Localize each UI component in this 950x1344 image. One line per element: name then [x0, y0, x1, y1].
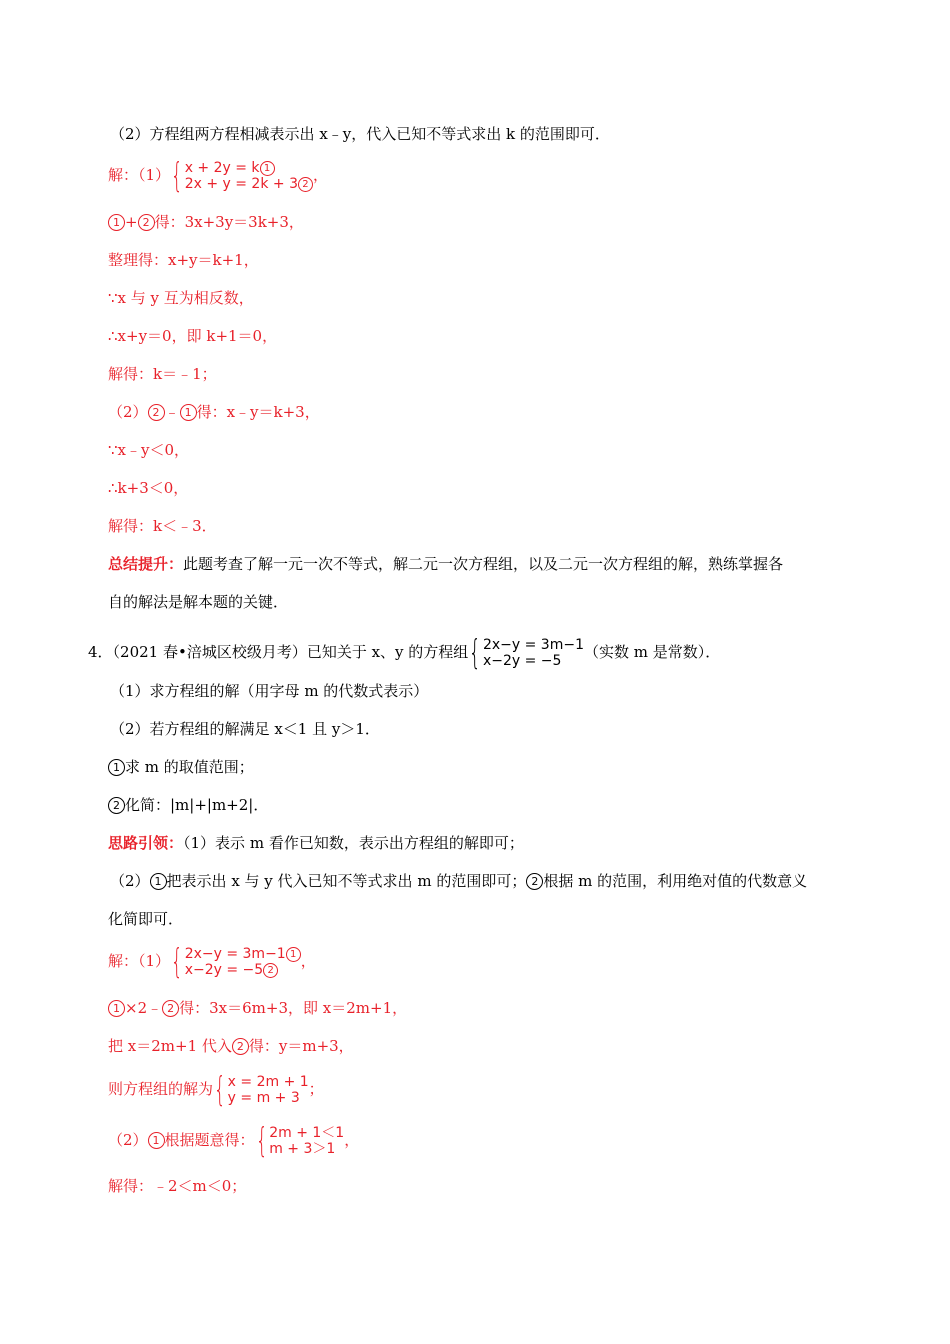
question-4-part-2a: 1 求 m 的取值范围；	[108, 757, 254, 777]
brace-icon: {	[170, 942, 183, 982]
circled-number: 1	[260, 161, 275, 176]
equation-system	[468, 633, 584, 673]
equation-2: x−2y = −5	[184, 962, 264, 978]
idea-guide-2: （2） 1 把表示出 x 与 y 代入已知不等式求出 m 的范围即可； 2 根据 m 的范围，利用绝对值的代数意义	[110, 872, 808, 890]
equation-1: x = 2m + 1	[227, 1074, 309, 1090]
circled-number: 1	[108, 214, 125, 231]
solution-step: ∴k+3＜0，	[108, 479, 189, 497]
circled-number: 2	[232, 1038, 249, 1055]
solution-label: 解：（1）	[108, 166, 171, 184]
circled-number: 1	[150, 873, 167, 890]
solution-step-subtract: （2） 2 ﹣ 1 得：x﹣y＝k+3，	[108, 403, 320, 421]
circled-number: 1	[180, 404, 197, 421]
circled-number: 2	[138, 214, 155, 231]
question-4-part-1: （1）求方程组的解（用字母 m 的代数式表示）	[110, 682, 429, 700]
question-4: 4．（2021 春•涪城区校级月考）已知关于 x、y 的方程组 { 2x−y = 3m−1 x−2y = −5 （实数 m 是常数）．	[88, 633, 721, 673]
solution-4-step: 把 x＝2m+1 代入 2 得：y＝m+3，	[108, 1037, 354, 1055]
brace-icon: {	[469, 633, 482, 673]
circled-number: 1	[286, 947, 301, 962]
equation-system	[170, 156, 313, 196]
brace-icon: {	[170, 156, 183, 196]
equation-system	[170, 942, 301, 982]
solution-4-part-2: （2） 1 根据题意得： { 2m + 1＜1 m + 3＞1 ，	[108, 1121, 360, 1161]
inequality-system	[255, 1121, 345, 1161]
question-4-part-2b: 2 化简：|m|+|m+2|．	[108, 795, 268, 815]
summary-continued: 自的解法是解本题的关键．	[108, 593, 289, 611]
solution-4-result: 则方程组的解为 { x = 2m + 1 y = m + 3 ；	[108, 1070, 324, 1110]
brace-icon: {	[255, 1121, 268, 1161]
solution-step: ∵x 与 y 互为相反数，	[108, 289, 254, 307]
idea-guide-2-continued: 化简即可．	[108, 910, 184, 928]
summary-label: 总结提升：	[108, 555, 184, 573]
solution-step-add: 1 + 2 得：3x+3y＝3k+3，	[108, 212, 304, 232]
equation-system	[213, 1070, 309, 1110]
circled-number: 2	[162, 1000, 179, 1017]
inequality-2: m + 3＞1	[269, 1141, 336, 1157]
equation-1: 2x−y = 3m−1	[184, 946, 286, 962]
solution-step: ∵x﹣y＜0，	[108, 441, 190, 459]
circled-number: 2	[148, 404, 165, 421]
solution-step: 解得：k＜﹣3．	[108, 517, 217, 535]
solution-4-system: 解：（1） { 2x−y = 3m−1 1 x−2y = −5 2 ，	[108, 942, 316, 982]
solution-4-step: 1 ×2﹣ 2 得：3x＝6m+3，即 x＝2m+1，	[108, 998, 407, 1018]
solution-step: 整理得：x+y＝k+1，	[108, 251, 259, 269]
question-4-part-2: （2）若方程组的解满足 x＜1 且 y＞1．	[110, 720, 380, 738]
line-method-2: （2）方程组两方程相减表示出 x﹣y，代入已知不等式求出 k 的范围即可．	[110, 125, 610, 143]
circled-number: 2	[108, 797, 125, 814]
circled-number: 1	[148, 1132, 165, 1149]
equation-2: 2x + y = 2k + 3	[184, 176, 298, 192]
brace-icon: {	[213, 1070, 226, 1110]
equation-2: x−2y = −5	[482, 653, 562, 669]
idea-guide: 思路引领：（1）表示 m 看作已知数，表示出方程组的解即可；	[108, 834, 524, 852]
idea-label: 思路引领：	[108, 834, 184, 852]
circled-number: 2	[298, 177, 313, 192]
circled-number: 1	[108, 759, 125, 776]
solution-step: 解得：k＝﹣1；	[108, 365, 217, 383]
circled-number: 1	[108, 1000, 125, 1017]
circled-number: 2	[263, 963, 278, 978]
solution-step: ∴x+y＝0，即 k+1＝0，	[108, 327, 278, 345]
summary: 总结提升：此题考查了解一元一次不等式，解二元一次方程组，以及二元一次方程组的解，熟练掌握各	[108, 555, 784, 573]
circled-number: 2	[526, 873, 543, 890]
solution-4-step: 解得：﹣2＜m＜0；	[108, 1177, 247, 1195]
equation-1: x + 2y = k	[184, 160, 260, 176]
inequality-1: 2m + 1＜1	[269, 1125, 345, 1141]
equation-2: y = m + 3	[227, 1090, 300, 1106]
equation-1: 2x−y = 3m−1	[482, 637, 584, 653]
solution-1-system: 解：（1） { x + 2y = k 1 2x + y = 2k + 3 2 ，	[108, 156, 328, 196]
